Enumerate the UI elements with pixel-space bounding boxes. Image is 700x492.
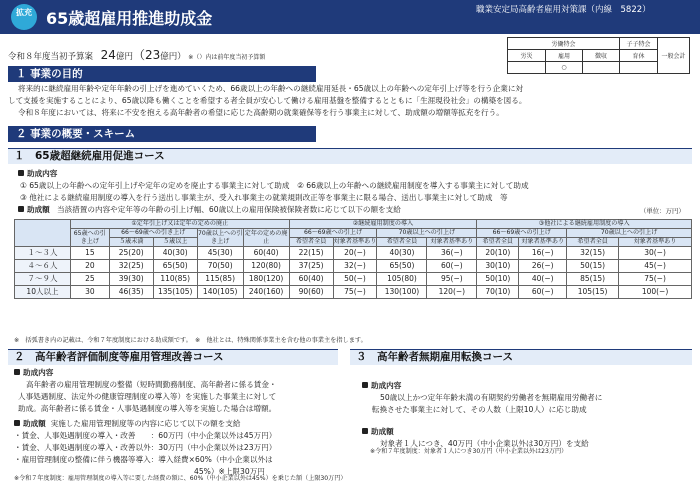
table-row xyxy=(15,286,692,299)
table-cell: 60(−) xyxy=(427,260,477,273)
course1-unit: （単位：万円） xyxy=(640,207,685,215)
table-cell: 45(−) xyxy=(619,260,692,273)
funding-cell xyxy=(508,62,546,74)
budget-prev-unit: 億円） xyxy=(160,52,186,62)
row-label: １〜３人 xyxy=(15,247,71,260)
course2-heading: ２ 高年齢者評価制度等雇用管理改善コース xyxy=(8,349,338,365)
course2-line: 助成。高年齢者に係る賃金・人事処遇制度の導入等を実施した場合は増額。 xyxy=(18,404,277,413)
table-cell: 95(−) xyxy=(427,273,477,286)
budget-note: ※（）内は前年度当初予算額 xyxy=(188,54,266,61)
table-cell: 40(30) xyxy=(377,247,427,260)
table-cell: 25(20) xyxy=(109,247,153,260)
page-title: 65歳超雇用推進助成金 xyxy=(46,9,213,28)
course2-amount-item: ・賃金、人事処遇制度の導入・改善以外：30万円（中小企業以外は23万円） xyxy=(14,443,277,452)
th-5less: ５歳未満 xyxy=(109,238,153,247)
funding-group-child: 子子特会 xyxy=(620,38,658,50)
table-cell: 180(120) xyxy=(243,273,289,286)
table-cell: 75(−) xyxy=(619,273,692,286)
budget-prev-value: （23 xyxy=(132,48,161,62)
row-label: 10人以上 xyxy=(15,286,71,299)
purpose-text xyxy=(8,83,692,119)
table-cell: 20(−) xyxy=(333,247,377,260)
table-cell: 20(10) xyxy=(477,247,519,260)
table-cell: 120(80) xyxy=(243,260,289,273)
course2-body xyxy=(14,367,344,478)
row-label: ７〜９人 xyxy=(15,273,71,286)
table-cell: 60(40) xyxy=(243,247,289,260)
table-cell: 15 xyxy=(70,247,109,260)
course2-line: 人事処遇制度、法定外の健康管理制度の導入等）を実施した事業主に対して xyxy=(18,392,277,401)
table-corner xyxy=(15,220,71,247)
bullet-icon xyxy=(362,382,368,388)
th-70: 70歳以上への引き上げ xyxy=(198,229,243,245)
bullet-icon xyxy=(18,170,24,176)
table-group1: ①定年引上げ又は定年の定めの廃止 xyxy=(70,220,289,229)
course1-amount: 助成額 当該措置の内容や定年等の年齢の引上げ幅、60歳以上の雇用保険被保険者数に応じて以下の額を支給 xyxy=(18,204,401,215)
table-cell: 20 xyxy=(70,260,109,273)
th-all: 希望者全員 xyxy=(289,238,333,247)
course2-amount: 助成額 実施した雇用管理制度等の内容に応じて以下の額を支給 xyxy=(14,418,344,430)
table-cell: 70(50) xyxy=(197,260,243,273)
table-cell: 70(10) xyxy=(477,286,519,299)
table-cell: 32(25) xyxy=(109,260,153,273)
purpose-line: して支援を実施することにより、65歳以降も働くことを希望する者全員が安心して働ける雇用基盤を整備するとともに「生涯現役社会」の構築を図る。 xyxy=(8,96,527,105)
expansion-badge: 拡充 xyxy=(11,4,37,30)
course3-body xyxy=(362,380,692,450)
table-note: ※ 括弧書き内の記載は、令和７年度制度における助成額です。 ※ 他社とは、特殊関係事業主を含む他の事業主を指します。 xyxy=(14,337,367,344)
row-label: ４〜６人 xyxy=(15,260,71,273)
course3-amount-text: 対象者１人につき、40万円（中小企業以外は30万円）を支給 xyxy=(380,439,589,448)
table-cell: 30(−) xyxy=(619,247,692,260)
course3-line: 50歳以上かつ定年年齢未満の有期契約労働者を無期雇用労働者に xyxy=(380,393,603,402)
bullet-icon xyxy=(362,428,368,434)
overview-heading: ２ 事業の概要・スキーム xyxy=(8,126,316,142)
funding-col-choushuu: 徴収 xyxy=(583,50,620,62)
th-66-69-other: 66〜69歳への引上げ xyxy=(477,229,567,238)
subsidy-table xyxy=(14,219,692,299)
table-cell: 100(−) xyxy=(619,286,692,299)
th-all: 希望者全員 xyxy=(567,238,619,247)
funding-mark: ○ xyxy=(546,62,583,74)
course3-subsidy-label: 助成内容 xyxy=(362,380,692,392)
th-criteria: 対象者基準あり xyxy=(519,238,567,247)
table-cell: 46(35) xyxy=(109,286,153,299)
th-65: 65歳への引き上げ xyxy=(70,229,109,247)
table-cell: 32(−) xyxy=(333,260,377,273)
course1-line1: ① 65歳以上の年齢への定年引上げや定年の定めを廃止する事業主に対して助成 ② 66歳以上の年齢への継続雇用制度を導入する事業主に対して助成 xyxy=(20,181,529,190)
table-cell: 105(15) xyxy=(567,286,619,299)
course2-amount-item: ・賃金、人事処遇制度の導入・改善 ：60万円（中小企業以外は45万円） xyxy=(14,431,277,440)
table-cell: 85(15) xyxy=(567,273,619,286)
budget-unit: 億円 xyxy=(115,52,133,62)
table-cell: 50(−) xyxy=(333,273,377,286)
table-group3: ③他社による継続雇用制度の導入 xyxy=(477,220,692,229)
th-70-cont: 70歳以上への引上げ xyxy=(377,229,477,238)
th-abolish: 定年の定めの廃止 xyxy=(244,229,288,245)
table-cell: 60(−) xyxy=(519,286,567,299)
table-cell: 75(−) xyxy=(333,286,377,299)
funding-cell xyxy=(583,62,620,74)
table-cell: 135(105) xyxy=(153,286,197,299)
bullet-icon xyxy=(14,420,20,426)
th-5more: ５歳以上 xyxy=(153,238,197,247)
course2-amount-cont: 45%）※上限30万円 xyxy=(194,467,265,476)
th-criteria: 対象者基準あり xyxy=(427,238,477,247)
table-cell: 30 xyxy=(70,286,109,299)
budget-value: 24 xyxy=(100,48,116,62)
bullet-icon xyxy=(14,369,20,375)
table-cell: 40(−) xyxy=(519,273,567,286)
table-cell: 26(−) xyxy=(519,260,567,273)
course3-heading: ３ 高年齢者無期雇用転換コース xyxy=(350,349,692,365)
table-row xyxy=(15,260,692,273)
course2-line: 高年齢者の雇用管理制度の整備（短時間勤務制度、高年齢者に係る賃金・ xyxy=(26,380,277,389)
table-cell: 22(15) xyxy=(289,247,333,260)
table-cell: 40(30) xyxy=(153,247,197,260)
table-cell: 130(100) xyxy=(377,286,427,299)
funding-general: 一般会計 xyxy=(658,38,690,74)
th-66-69-cont: 66〜69歳への引上げ xyxy=(289,229,377,238)
course1-line2: ③ 他社による継続雇用制度の導入を行う送出し事業主が、受入れ事業主の就業規則改正等を事業主に限る場合、送出し事業主に対して助成 等 xyxy=(20,193,508,202)
funding-col-rousai: 労災 xyxy=(508,50,546,62)
table-cell: 110(85) xyxy=(153,273,197,286)
funding-table xyxy=(507,37,690,74)
funding-cell xyxy=(620,62,658,74)
course3-footnote: ※令和７年度制度：対象者１人につき30万円（中小企業以外は23万円） xyxy=(370,448,568,455)
table-cell: 240(160) xyxy=(243,286,289,299)
table-row xyxy=(15,247,692,260)
table-cell: 90(60) xyxy=(289,286,333,299)
purpose-heading: １ 事業の目的 xyxy=(8,66,316,82)
table-cell: 65(50) xyxy=(153,260,197,273)
funding-col-koyou: 雇用 xyxy=(546,50,583,62)
course2-footnote: ※令和７年度制度：雇用管理制度の導入等に要した経費の額に、60%（中小企業以外は45%）を乗じた額（上限30万円） xyxy=(14,475,347,482)
th-70-other: 70歳以上への引上げ xyxy=(567,229,692,238)
course1-subsidy-label: 助成内容 xyxy=(18,168,57,179)
course1-heading: １ 65歳超継続雇用促進コース xyxy=(8,148,692,164)
table-cell: 140(105) xyxy=(197,286,243,299)
table-cell: 30(10) xyxy=(477,260,519,273)
table-cell: 50(15) xyxy=(567,260,619,273)
table-cell: 105(80) xyxy=(377,273,427,286)
course3-amount-label: 助成額 xyxy=(362,426,692,438)
funding-col-ikukyu: 育休 xyxy=(620,50,658,62)
bullet-icon xyxy=(18,206,24,212)
table-cell: 37(25) xyxy=(289,260,333,273)
table-cell: 16(−) xyxy=(519,247,567,260)
course2-amount-item: ・雇用管理制度の整備に伴う機器等導入：導入経費×60%（中小企業以外は xyxy=(14,455,273,464)
purpose-line: 令和８年度においては、将来に不安を抱える高年齢者の希望に応じた高齢期の就業確保等を行う事業主に対して、助成額の増額等拡充を行う。 xyxy=(18,108,504,117)
table-cell: 25 xyxy=(70,273,109,286)
table-cell: 32(15) xyxy=(567,247,619,260)
table-cell: 50(10) xyxy=(477,273,519,286)
th-criteria: 対象者基準あり xyxy=(333,238,377,245)
th-all: 希望者全員 xyxy=(477,238,519,247)
purpose-line: 将来的に継続雇用年齢や定年年齢の引上げを進めていくため、66歳以上の年齢への継続雇用延長・65歳以上の年齢への定年引上げ等を行う企業に対 xyxy=(18,84,524,93)
table-row xyxy=(15,273,692,286)
th-66-69: 66〜69歳への引き上げ xyxy=(109,229,197,238)
th-criteria: 対象者基準あり xyxy=(619,238,692,247)
table-group2: ②継続雇用制度の導入 xyxy=(289,220,477,229)
table-cell: 36(−) xyxy=(427,247,477,260)
table-cell: 120(−) xyxy=(427,286,477,299)
budget-line xyxy=(8,46,358,63)
course3-line: 転換させた事業主に対して、その人数（上限10人）に応じ助成 xyxy=(372,405,587,414)
department-label: 職業安定局高齢者雇用対策課（内線 5822） xyxy=(476,5,651,15)
table-cell: 115(85) xyxy=(197,273,243,286)
course2-subsidy-label: 助成内容 xyxy=(14,367,344,379)
table-cell: 65(50) xyxy=(377,260,427,273)
budget-label: 令和８年度当初予算案 xyxy=(8,52,94,62)
table-cell: 45(30) xyxy=(197,247,243,260)
table-cell: 60(40) xyxy=(289,273,333,286)
funding-group-labor: 労働特会 xyxy=(508,38,620,50)
table-cell: 39(30) xyxy=(109,273,153,286)
th-all: 希望者全員 xyxy=(377,238,427,247)
